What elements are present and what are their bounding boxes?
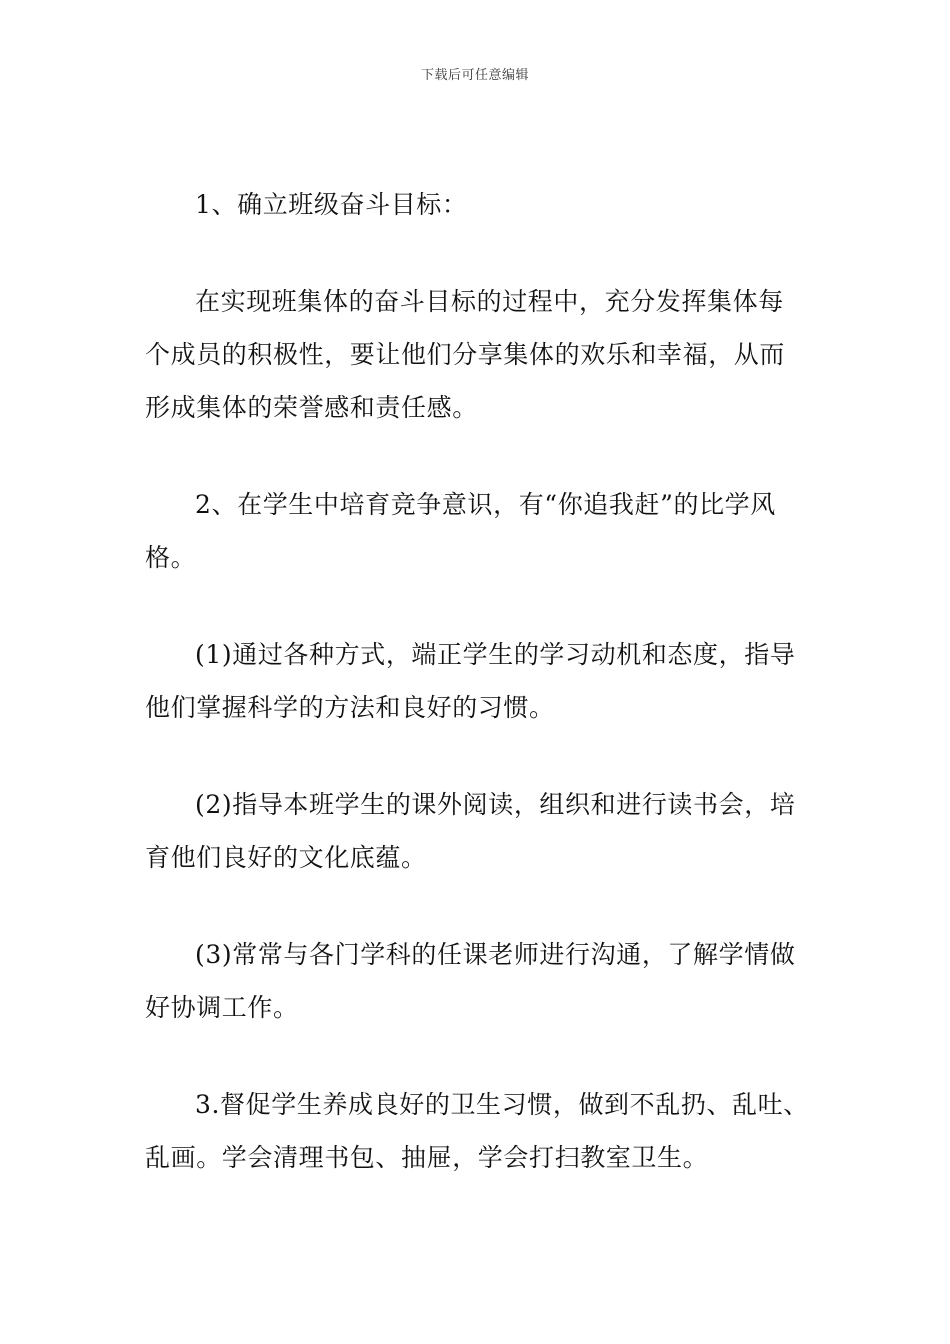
paragraph-line: 1、确立班级奋斗目标： (195, 190, 468, 219)
paragraph-line: 育他们良好的文化底蕴。 (145, 843, 427, 872)
page-header: 下载后可任意编辑 (420, 68, 529, 83)
paragraph-line: 2、在学生中培育竞争意识，有“你追我赶”的比学风 (195, 490, 776, 519)
paragraph-goal-body (145, 275, 810, 434)
paragraph-line: 格。 (145, 543, 197, 572)
paragraph-goal-heading (145, 178, 810, 231)
paragraph-line: 个成员的积极性，要让他们分享集体的欢乐和幸福，从而 (145, 340, 786, 369)
paragraph-line: 3.督促学生养成良好的卫生习惯，做到不乱扔、乱吐、 (195, 1090, 809, 1119)
paragraph-line: 形成集体的荣誉感和责任感。 (145, 393, 478, 422)
paragraph-item-1 (145, 628, 810, 734)
paragraph-hygiene (145, 1078, 810, 1184)
document-body (145, 178, 810, 1228)
paragraph-line: 好协调工作。 (145, 993, 299, 1022)
paragraph-line: 他们掌握科学的方法和良好的习惯。 (145, 693, 555, 722)
paragraph-item-3 (145, 928, 810, 1034)
paragraph-line: (1)通过各种方式，端正学生的学习动机和态度，指导 (195, 640, 796, 669)
paragraph-line: (2)指导本班学生的课外阅读，组织和进行读书会，培 (195, 790, 796, 819)
paragraph-item-2 (145, 778, 810, 884)
paragraph-competition-heading (145, 478, 810, 584)
paragraph-line: 在实现班集体的奋斗目标的过程中，充分发挥集体每 (195, 287, 784, 316)
paragraph-line: (3)常常与各门学科的任课老师进行沟通，了解学情做 (195, 940, 796, 969)
paragraph-line: 乱画。学会清理书包、抽屉，学会打扫教室卫生。 (145, 1143, 709, 1172)
